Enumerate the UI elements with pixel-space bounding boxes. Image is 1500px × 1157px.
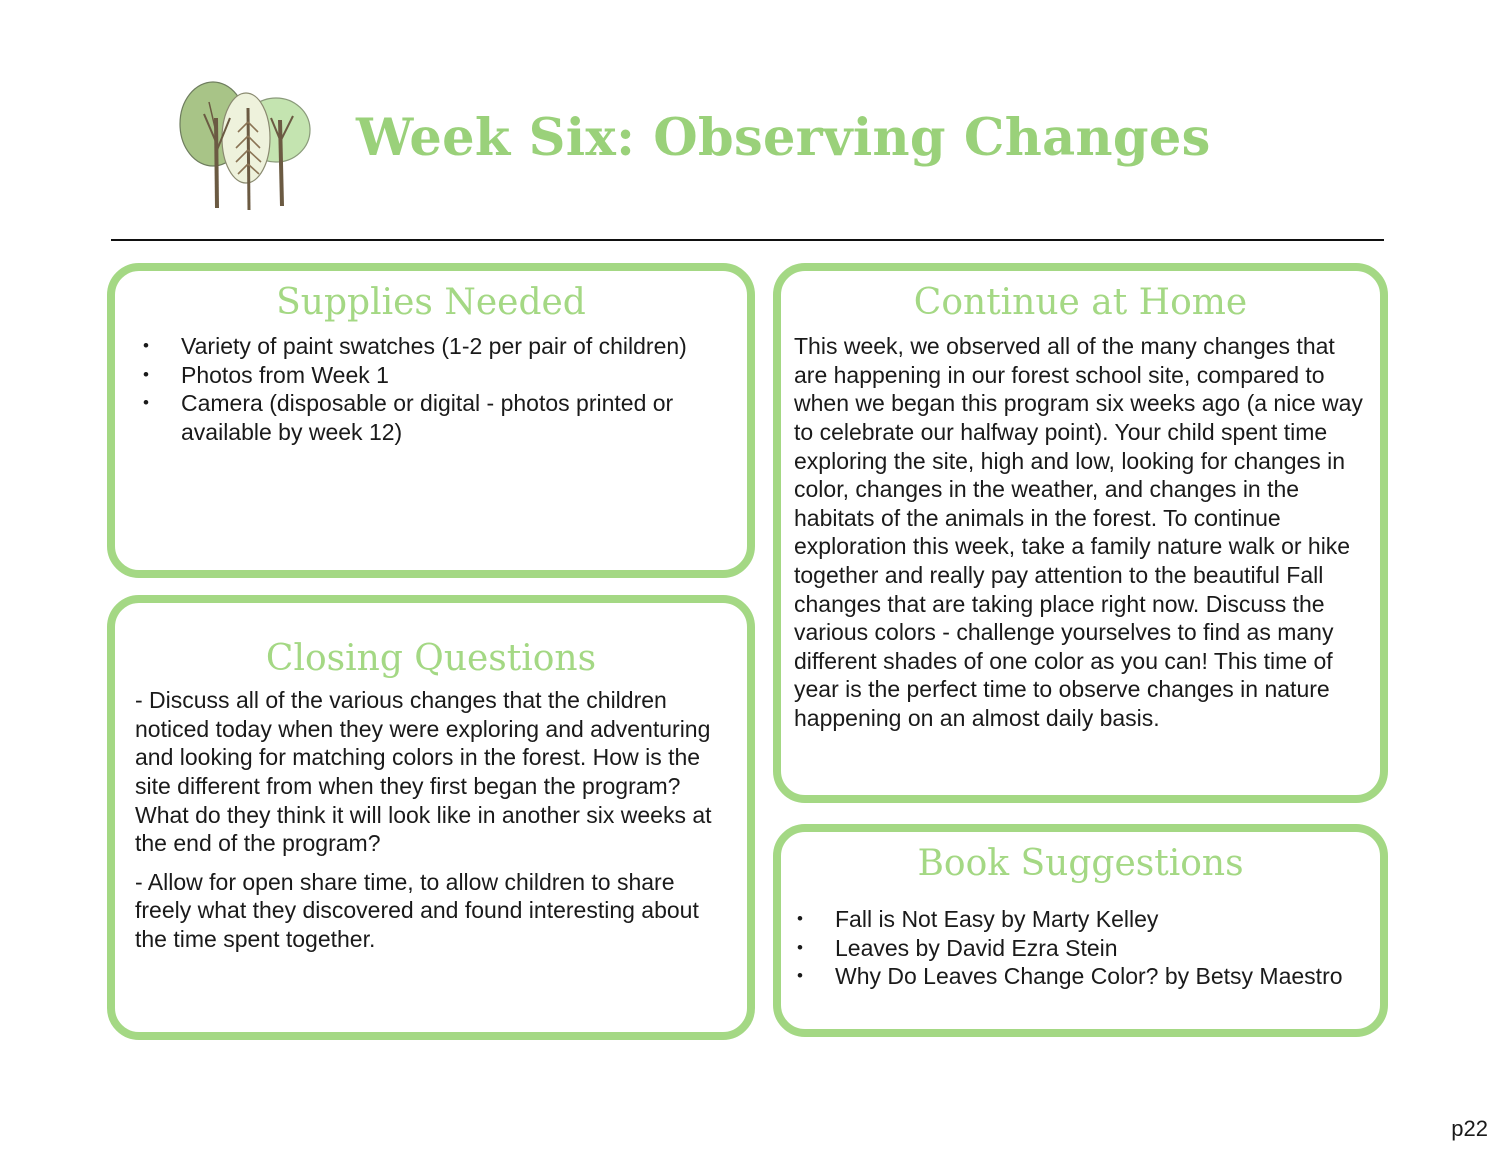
page-number: p22 bbox=[1451, 1116, 1488, 1141]
continue-at-home-card bbox=[773, 263, 1388, 803]
closing-paragraph: - Discuss all of the various changes that the children noticed today when they were exploring and adventuring and looking for matching colors in the forest. How is the site different from when they first began the program? What do they think it will look like in another six weeks at the end of the program? bbox=[135, 687, 712, 857]
books-list bbox=[797, 905, 1380, 991]
list-item: • Photos from Week 1 bbox=[143, 361, 737, 390]
book-suggestions-card bbox=[773, 824, 1388, 1037]
header-divider bbox=[111, 239, 1384, 241]
list-item: • Variety of paint swatches (1-2 per pair of children) bbox=[143, 332, 737, 361]
supplies-list bbox=[143, 332, 737, 446]
page-title: Week Six: Observing Changes bbox=[356, 108, 1211, 168]
books-heading: Book Suggestions bbox=[917, 843, 1244, 884]
list-item: • Why Do Leaves Change Color? by Betsy Maestro bbox=[797, 962, 1380, 991]
trees-icon bbox=[176, 80, 316, 215]
supplies-card bbox=[107, 263, 755, 578]
closing-paragraph: - Allow for open share time, to allow children to share freely what they discovered and found interesting about the time spent together. bbox=[135, 868, 699, 952]
home-heading: Continue at Home bbox=[913, 282, 1248, 323]
supplies-heading: Supplies Needed bbox=[276, 282, 586, 323]
list-item: • Fall is Not Easy by Marty Kelley bbox=[797, 905, 1380, 934]
list-item: • Leaves by David Ezra Stein bbox=[797, 934, 1380, 963]
list-item: • Camera (disposable or digital - photos printed or available by week 12) bbox=[143, 389, 737, 446]
closing-heading: Closing Questions bbox=[265, 638, 597, 679]
closing-questions-card bbox=[107, 595, 755, 1040]
home-body: This week, we observed all of the many changes that are happening in our forest school site, compared to when we began this program six weeks ago (a nice way to celebrate our halfway point). Your child spent time exploring the site, high and low, looking for changes in color, changes in the weather, and changes in the habitats of the animals in the forest. To continue exploration this week, take a family nature walk or hike together and really pay attention to the beautiful Fall changes that are taking place right now. Discuss the various colors - challenge yourselves to find as many different shades of one color as you can! This time of year is the perfect time to observe changes in nature happening on an almost daily basis. bbox=[794, 333, 1363, 731]
